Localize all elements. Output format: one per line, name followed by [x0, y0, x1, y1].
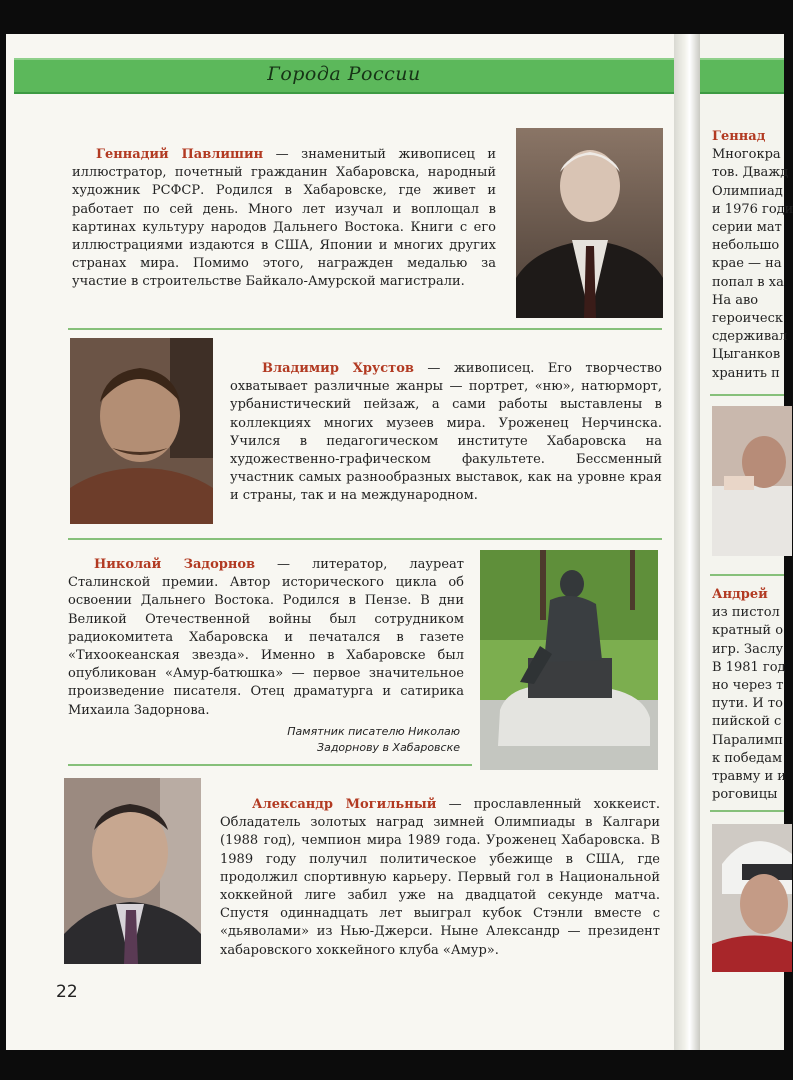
right-text-line: Паралимп: [712, 732, 783, 748]
section-divider: [710, 394, 784, 396]
right-text-line: попал в ха: [712, 274, 784, 290]
bio-name: Александр Могильный: [252, 797, 437, 812]
right-text-line: к победам: [712, 750, 783, 766]
bio-text: — живописец. Его творчество охватывает различные жанры — портрет, «ню», натюрморт, урбанистический пейзаж, а сами работы выставлены в коллекциях многих музеев мира. Уроженец Нерчинска. Учился в педагогическом институте Хабаровска на художественно-графическом факультете. Бессменный участник самых разнообразных выставок, как на уровне края и страны, так и на международном.: [230, 361, 662, 504]
right-text-line: кратный о: [712, 623, 784, 639]
right-text-line: пути. И то: [712, 696, 783, 712]
right-text-line: В 1981 год: [712, 659, 786, 675]
right-text-line: игр. Заслу: [712, 641, 784, 657]
magazine-page-left: [6, 34, 674, 1050]
right-text-line: крае — на: [712, 256, 782, 272]
right-text-line: небольшо: [712, 238, 780, 254]
caption-line-2: Задорнову в Хабаровске: [317, 741, 460, 754]
section-divider: [68, 328, 662, 330]
right-header-band: [700, 58, 784, 94]
right-text-line: Многокра: [712, 147, 781, 163]
book-gutter: [674, 34, 700, 1050]
right-text-line: из пистол: [712, 605, 780, 621]
bio-name: Владимир Хрустов: [262, 361, 414, 376]
bio-name: Геннадий Павлишин: [96, 147, 264, 162]
portrait-photo-pavlishin: [516, 128, 663, 318]
magazine-page-right: [700, 34, 793, 1050]
section-header-band: [14, 58, 674, 94]
section-title: Города России: [267, 63, 421, 85]
right-text-line: Цыганков: [712, 347, 781, 363]
portrait-photo-right-1: [712, 406, 792, 556]
bio-text: — литератор, лауреат Сталинской премии. Автор исторического цикла об освоении Дальнего Востока. Родился в Пензе. В дни Великой Отечественной войны был сотрудником радиокомитета Хабаровска и печатался в газете «Тихоокеанская звезда». Именно в Хабаровске был опубликован «Амур-батюшка» — первое значительное произведение писателя. Отец драматурга и сатирика Михаила Задорнова.: [68, 557, 464, 718]
page-number: 22: [56, 982, 78, 1002]
right-text-line: тов. Дважд: [712, 165, 789, 181]
right-text-line: На аво: [712, 292, 759, 308]
section-divider: [710, 574, 784, 576]
caption-line-1: Памятник писателю Николаю: [287, 725, 460, 738]
right-text-line: Андрей: [712, 587, 768, 602]
photo-caption: [280, 724, 460, 756]
monument-photo-zadornov: [480, 550, 658, 770]
right-text-line: и 1976 годи: [712, 201, 793, 217]
right-text-line: серии мат: [712, 220, 782, 235]
right-text-line: Олимпиад: [712, 183, 783, 199]
bio-mogilny: [220, 796, 660, 960]
portrait-photo-khrustov: [70, 338, 213, 524]
portrait-photo-mogilny: [64, 778, 201, 964]
bio-zadornov: [68, 556, 464, 720]
bio-pavlishin: [72, 146, 496, 292]
bio-text: — прославленный хоккеист. Обладатель золотых наград зимней Олимпиады в Калгари (1988 год), чемпион мира 1989 года. Уроженец Хабаровска. В 1989 году получил политическое убежище в США, где продолжил спортивную карьеру. Первый гол в Национальной хоккейной лиге забил уже на двадцатой секунде матча. Спустя одиннадцать лет выиграл кубок Стэнли вместе с «дьяволами» из Нью-Джерси. Ныне Александр — президент хабаровского хоккейного клуба «Амур».: [220, 797, 661, 958]
right-text-line: Геннад: [712, 129, 766, 144]
right-text-line: но через т: [712, 678, 784, 693]
section-divider: [710, 810, 784, 812]
right-text-line: сдерживал: [712, 329, 788, 345]
bio-name: Николай Задорнов: [94, 557, 256, 572]
section-divider: [68, 538, 662, 540]
bio-text: — знаменитый живописец и иллюстратор, почетный гражданин Хабаровска, народный художник РСФСР. Родился в Хабаровске, где живет и работает по сей день. Много лет изучал и воплощал в картинах культуру народов Дальнего Востока. Книги с его иллюстрациями издаются в США, Японии и многих других странах мира. Помимо этого, награжден медалью за участие в строительстве Байкало-Амурской магистрали.: [72, 147, 497, 290]
bio-khrustov: [230, 360, 662, 506]
right-text-line: травму и и: [712, 769, 786, 784]
portrait-photo-right-2: [712, 824, 792, 972]
section-divider: [68, 764, 472, 766]
right-text-line: пийской с: [712, 714, 782, 730]
right-text-line: хранить п: [712, 365, 780, 381]
right-text-line: героическ: [712, 311, 784, 326]
right-text-line: роговицы: [712, 787, 778, 803]
